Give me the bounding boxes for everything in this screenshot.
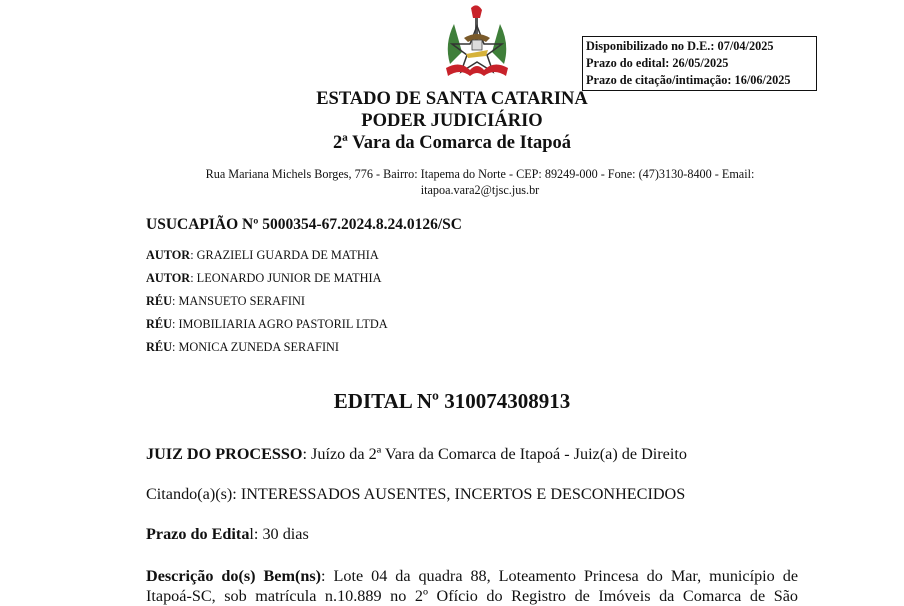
availability-date: Disponibilizado no D.E.: 07/04/2025 (586, 39, 774, 53)
party-author-2: AUTOR: LEONARDO JUNIOR DE MATHIA (146, 271, 382, 285)
property-description: Descrição do(s) Bem(ns): Lote 04 da quadra 88, Loteamento Princesa do Mar, município de Itapoá-SC, sob matrícula n.10.889 no 2º Ofício do Registro de Imóveis da Comarca de São (146, 567, 799, 605)
case-number: USUCAPIÃO Nº 5000354-67.2024.8.24.0126/SC (146, 216, 462, 233)
publication-dates-box (582, 36, 817, 91)
court-title: 2ª Vara da Comarca de Itapoá (332, 133, 571, 153)
citation-deadline: Prazo de citação/intimação: 16/06/2025 (586, 73, 791, 87)
court-address: Rua Mariana Michels Borges, 776 - Bairro: Itapema do Norte - CEP: 89249-000 - Fone: (47)3130-8400 - Email: itapoa.vara2@tjsc.jus.br (160, 166, 800, 198)
party-defendant-1: RÉU: MANSUETO SERAFINI (146, 294, 305, 308)
party-author-1: AUTOR: GRAZIELI GUARDA DE MATHIA (146, 248, 379, 262)
court-email: itapoa.vara2@tjsc.jus.br (420, 183, 540, 197)
edital-deadline: Prazo do edital: 26/05/2025 (586, 56, 729, 70)
party-defendant-2: RÉU: IMOBILIARIA AGRO PASTORIL LTDA (146, 317, 388, 331)
state-title: ESTADO DE SANTA CATARINA (316, 89, 588, 109)
prazo-line: Prazo do Edital: 30 dias (146, 525, 309, 543)
judge-line: JUIZ DO PROCESSO: Juízo da 2ª Vara da Comarca de Itapoá - Juiz(a) de Direito (146, 445, 687, 463)
party-defendant-3: RÉU: MONICA ZUNEDA SERAFINI (146, 340, 340, 354)
citando-line: Citando(a)(s): INTERESSADOS AUSENTES, INCERTOS E DESCONHECIDOS (146, 485, 686, 503)
edital-title: EDITAL Nº 310074308913 (333, 389, 571, 413)
judiciary-title: PODER JUDICIÁRIO (361, 111, 543, 131)
state-coat-of-arms-icon (440, 4, 514, 82)
